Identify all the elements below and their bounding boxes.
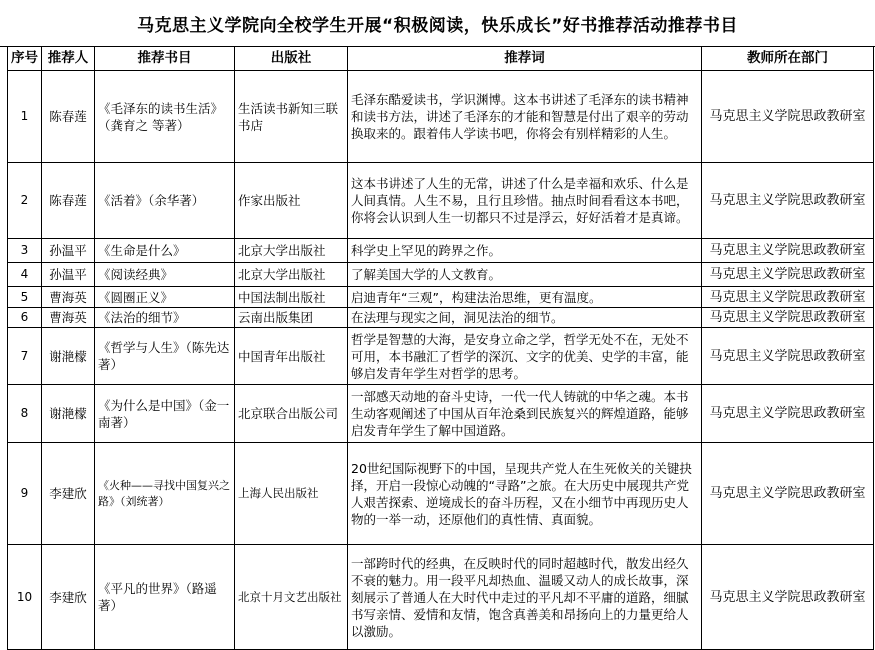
header-publisher: 出版社: [235, 47, 348, 71]
cell-department[interactable]: 马克思主义学院思政教研室: [702, 287, 874, 308]
cell-publisher[interactable]: 北京大学出版社: [235, 239, 348, 263]
cell-book[interactable]: 《火种——寻找中国复兴之路》（刘统著）: [95, 443, 235, 545]
table-row[interactable]: [8, 308, 874, 328]
header-no: 序号: [8, 47, 42, 71]
cell-publisher[interactable]: 北京大学出版社: [235, 263, 348, 287]
header-book: 推荐书目: [95, 47, 235, 71]
cell-department[interactable]: 马克思主义学院思政教研室: [702, 385, 874, 443]
header-department: 教师所在部门: [702, 47, 874, 71]
cell-no[interactable]: 8: [8, 385, 42, 443]
cell-no[interactable]: 4: [8, 263, 42, 287]
cell-no[interactable]: 10: [8, 545, 42, 650]
cell-recommender[interactable]: 陈春莲: [42, 71, 95, 163]
table-row[interactable]: [8, 385, 874, 443]
table-row[interactable]: [8, 263, 874, 287]
cell-department[interactable]: 马克思主义学院思政教研室: [702, 308, 874, 328]
cell-book[interactable]: 《生命是什么》: [95, 239, 235, 263]
cell-no[interactable]: 5: [8, 287, 42, 308]
cell-no[interactable]: 7: [8, 328, 42, 385]
cell-no[interactable]: 1: [8, 71, 42, 163]
header-row: [8, 47, 874, 71]
table-row[interactable]: [8, 239, 874, 263]
cell-recommendation[interactable]: 哲学是智慧的大海，是安身立命之学，哲学无处不在，无处不可用，本书融汇了哲学的深沉、文字的优美、史学的丰富，能够启发青年学生对哲学的思考。: [348, 328, 702, 385]
cell-recommender[interactable]: 李建欣: [42, 545, 95, 650]
cell-no[interactable]: 6: [8, 308, 42, 328]
cell-department[interactable]: 马克思主义学院思政教研室: [702, 71, 874, 163]
cell-recommender[interactable]: 孙温平: [42, 263, 95, 287]
cell-publisher[interactable]: 上海人民出版社: [235, 443, 348, 545]
cell-department[interactable]: 马克思主义学院思政教研室: [702, 263, 874, 287]
cell-recommendation[interactable]: 一部跨时代的经典，在反映时代的同时超越时代，散发出经久不衰的魅力。用一段平凡却热血、温暖又动人的成长故事，深刻展示了普通人在大时代中走过的平凡却不平庸的道路，细腻书写亲情、爱情和友情，饱含真善美和昂扬向上的力量更给人以激励。: [348, 545, 702, 650]
cell-recommendation[interactable]: 这本书讲述了人生的无常，讲述了什么是幸福和欢乐、什么是人间真情。人生不易，且行且珍惜。抽点时间看看这本书吧，你将会认识到人生一切都只不过是浮云，好好活着才是真谛。: [348, 163, 702, 239]
cell-recommendation[interactable]: 科学史上罕见的跨界之作。: [348, 239, 702, 263]
cell-publisher[interactable]: 中国法制出版社: [235, 287, 348, 308]
cell-recommendation[interactable]: 了解美国大学的人文教育。: [348, 263, 702, 287]
cell-book[interactable]: 《平凡的世界》（路遥著）: [95, 545, 235, 650]
cell-recommendation[interactable]: 启迪青年“三观”，构建法治思维，更有温度。: [348, 287, 702, 308]
cell-book[interactable]: 《圆圈正义》: [95, 287, 235, 308]
cell-department[interactable]: 马克思主义学院思政教研室: [702, 239, 874, 263]
cell-recommender[interactable]: 孙温平: [42, 239, 95, 263]
cell-recommendation[interactable]: 毛泽东酷爱读书，学识渊博。这本书讲述了毛泽东的读书精神和读书方法，讲述了毛泽东的才能和智慧是付出了艰辛的劳动换取来的。跟着伟人学读书吧，你将会有别样精彩的人生。: [348, 71, 702, 163]
book-table: [7, 46, 874, 650]
cell-book[interactable]: 《阅读经典》: [95, 263, 235, 287]
table-row[interactable]: [8, 163, 874, 239]
cell-publisher[interactable]: 云南出版集团: [235, 308, 348, 328]
cell-recommendation[interactable]: 在法理与现实之间，洞见法治的细节。: [348, 308, 702, 328]
header-recommender: 推荐人: [42, 47, 95, 71]
cell-recommender[interactable]: 曹海英: [42, 287, 95, 308]
sheet-title: 马克思主义学院向全校学生开展“积极阅读，快乐成长”好书推荐活动推荐书目: [0, 0, 875, 47]
cell-recommender[interactable]: 陈春莲: [42, 163, 95, 239]
cell-publisher[interactable]: 北京十月文艺出版社: [235, 545, 348, 650]
table-row[interactable]: [8, 545, 874, 650]
table-row[interactable]: [8, 328, 874, 385]
cell-book[interactable]: 《哲学与人生》（陈先达著）: [95, 328, 235, 385]
table-row[interactable]: [8, 443, 874, 545]
header-recommendation: 推荐词: [348, 47, 702, 71]
cell-recommender[interactable]: 曹海英: [42, 308, 95, 328]
cell-book[interactable]: 《毛泽东的读书生活》（龚育之 等著）: [95, 71, 235, 163]
table-row[interactable]: [8, 287, 874, 308]
cell-no[interactable]: 3: [8, 239, 42, 263]
cell-department[interactable]: 马克思主义学院思政教研室: [702, 443, 874, 545]
cell-book[interactable]: 《为什么是中国》（金一南著）: [95, 385, 235, 443]
cell-department[interactable]: 马克思主义学院思政教研室: [702, 328, 874, 385]
cell-recommender[interactable]: 李建欣: [42, 443, 95, 545]
cell-recommender[interactable]: 谢滟檬: [42, 385, 95, 443]
cell-department[interactable]: 马克思主义学院思政教研室: [702, 545, 874, 650]
cell-publisher[interactable]: 北京联合出版公司: [235, 385, 348, 443]
cell-recommendation[interactable]: 一部感天动地的奋斗史诗，一代一代人铸就的中华之魂。本书生动客观阐述了中国从百年沧桑到民族复兴的辉煌道路，能够启发青年学生了解中国道路。: [348, 385, 702, 443]
cell-book[interactable]: 《法治的细节》: [95, 308, 235, 328]
cell-publisher[interactable]: 作家出版社: [235, 163, 348, 239]
cell-recommendation[interactable]: 20世纪国际视野下的中国，呈现共产党人在生死攸关的关键抉择，开启一段惊心动魄的“寻路”之旅。在大历史中展现共产党人艰苦探索、逆境成长的奋斗历程，又在小细节中再现历史人物的一举一动，还原他们的真性情、真面貌。: [348, 443, 702, 545]
cell-recommender[interactable]: 谢滟檬: [42, 328, 95, 385]
cell-no[interactable]: 9: [8, 443, 42, 545]
cell-publisher[interactable]: 中国青年出版社: [235, 328, 348, 385]
cell-no[interactable]: 2: [8, 163, 42, 239]
cell-book[interactable]: 《活着》（余华著）: [95, 163, 235, 239]
cell-publisher[interactable]: 生活读书新知三联书店: [235, 71, 348, 163]
cell-department[interactable]: 马克思主义学院思政教研室: [702, 163, 874, 239]
table-row[interactable]: [8, 71, 874, 163]
